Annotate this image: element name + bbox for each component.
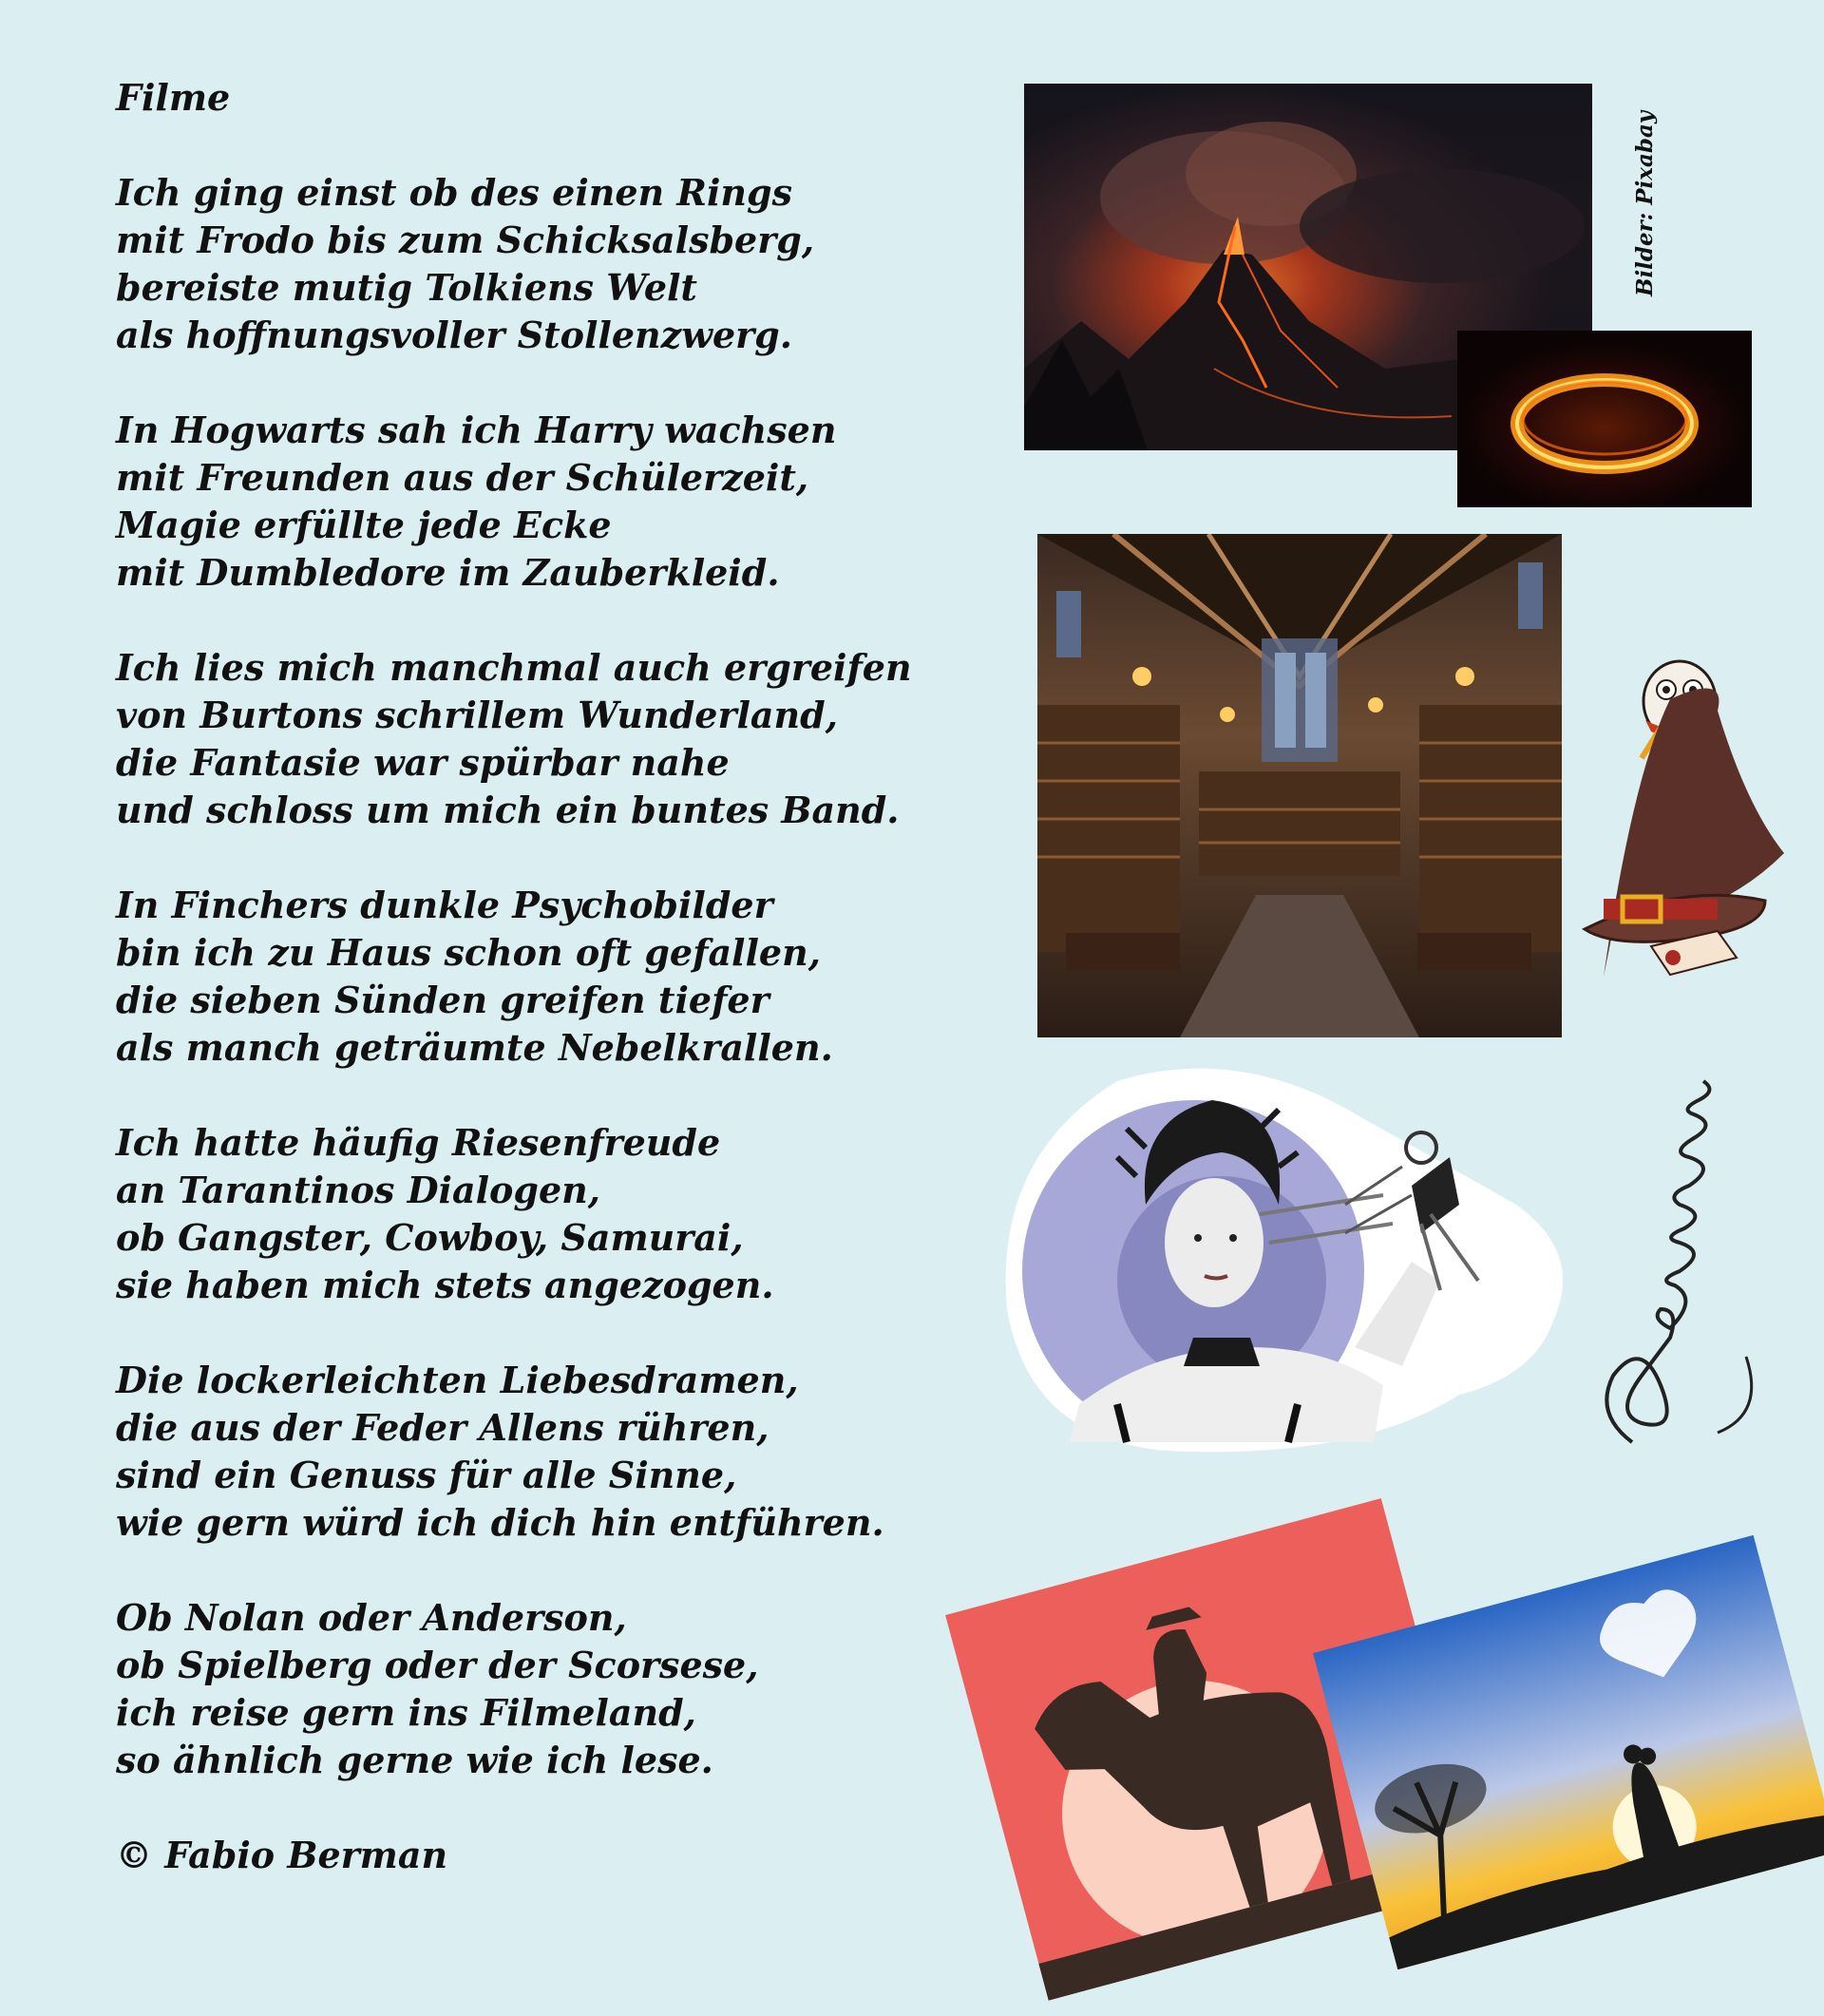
poem-line: an Tarantinos Dialogen, — [116, 1169, 600, 1211]
poem-line: als manch geträumte Nebelkrallen. — [116, 1026, 833, 1069]
poem-line: bereiste mutig Tolkiens Welt — [116, 266, 697, 309]
owl-sorting-hat-image — [1575, 644, 1784, 998]
poem-stanza — [116, 1357, 971, 1547]
poem-line: als hoffnungsvoller Stollenzwerg. — [116, 314, 792, 356]
poem-line: ich reise gern ins Filmeland, — [116, 1691, 696, 1734]
poem-stanza — [116, 644, 971, 834]
library-image — [1037, 534, 1562, 1037]
poem-line: und schloss um mich ein buntes Band. — [116, 789, 900, 831]
image-credit: Bilder: Pixabay — [1632, 110, 1658, 296]
poem-line: die sieben Sünden greifen tiefer — [116, 979, 770, 1021]
poem-line: Ich lies mich manchmal auch ergreifen — [116, 646, 912, 689]
poem — [116, 74, 971, 1879]
poem-stanza — [116, 169, 971, 359]
poem-line: sind ein Genuss für alle Sinne, — [116, 1454, 737, 1496]
poem-line: In Finchers dunkle Psychobilder — [116, 884, 773, 926]
poem-line: von Burtons schrillem Wunderland, — [116, 694, 838, 736]
poem-line: die aus der Feder Allens rühren, — [116, 1406, 770, 1449]
poem-line: ob Spielberg oder der Scorsese, — [116, 1644, 759, 1686]
poem-stanza — [116, 1119, 971, 1309]
poem-stanza — [116, 882, 971, 1072]
poem-line: sie haben mich stets angezogen. — [116, 1264, 774, 1306]
ring-image — [1457, 331, 1752, 507]
copyright: © Fabio Berman — [116, 1834, 448, 1876]
poem-line: Ich hatte häufig Riesenfreude — [116, 1121, 721, 1164]
poem-stanzas — [116, 169, 971, 1784]
poem-line: mit Dumbledore im Zauberkleid. — [116, 551, 780, 594]
poem-line: ob Gangster, Cowboy, Samurai, — [116, 1216, 744, 1259]
poem-line: Ich ging einst ob des einen Rings — [116, 171, 793, 214]
poem-stanza — [116, 1594, 971, 1784]
poem-line: Ob Nolan oder Anderson, — [116, 1596, 627, 1639]
poem-line: In Hogwarts sah ich Harry wachsen — [116, 409, 837, 451]
poem-stanza — [116, 407, 971, 597]
poem-line: Magie erfüllte jede Ecke — [116, 504, 612, 546]
poem-line: wie gern würd ich dich hin entführen. — [116, 1501, 884, 1544]
poem-line: so ähnlich gerne wie ich lese. — [116, 1739, 713, 1781]
poem-line: die Fantasie war spürbar nahe — [116, 741, 730, 784]
poem-line: bin ich zu Haus schon oft gefallen, — [116, 931, 821, 974]
poem-line: Die lockerleichten Liebesdramen, — [116, 1359, 799, 1401]
poem-line: mit Freunden aus der Schülerzeit, — [116, 456, 809, 499]
scissorhands-sticker-image — [1003, 1062, 1569, 1455]
poem-line: mit Frodo bis zum Schicksalsberg, — [116, 219, 815, 261]
poem-title: Filme — [116, 76, 231, 119]
